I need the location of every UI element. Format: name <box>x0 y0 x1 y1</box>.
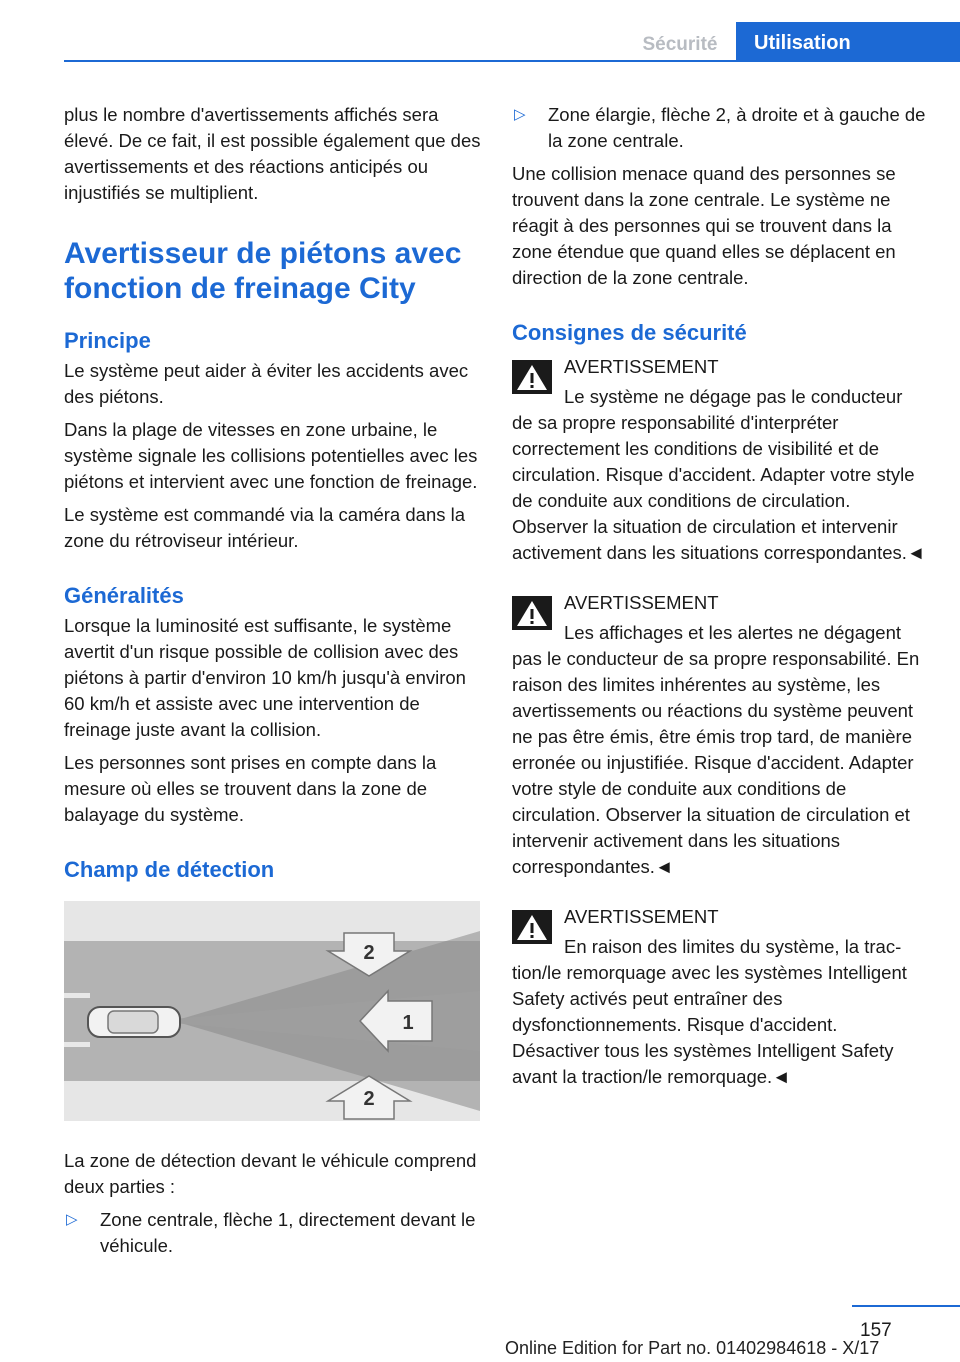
detection-zone-diagram <box>64 901 480 1121</box>
warning-text: tion/le remorquage avec les systèmes Intelligent Safety activés peut entraîner des dysfonctionnements. Risque d'accident. Désactiver tous les systèmes Intelligent Safety avant la traction/le remorquage.◄ <box>512 962 907 1087</box>
arrow-bottom-label: 2 <box>363 1088 375 1110</box>
tab-utilisation[interactable]: Utilisation <box>736 22 960 62</box>
edition-footer: Online Edition for Part no. 01402984618 - X/17 <box>505 1338 880 1358</box>
warning-block <box>512 590 928 880</box>
principe-paragraph-1: Le système peut aider à éviter les accidents avec des piétons. <box>64 360 469 407</box>
lane-mark-left <box>64 993 90 998</box>
warning-icon <box>512 596 552 630</box>
warning-block <box>512 904 928 1090</box>
warning-icon <box>512 910 552 944</box>
warning-heading: AVERTISSEMENT <box>564 592 719 613</box>
generalites-paragraph-2: Les personnes sont prises en compte dans la mesure où elles se trouvent dans la zone de balayage du système. <box>64 752 437 825</box>
bullet-text: Zone centrale, flèche 1, directement devant le véhicule. <box>100 1209 476 1256</box>
champ-heading: Champ de détection <box>64 857 275 882</box>
lane-mark-left-2 <box>64 1042 90 1047</box>
section-title: Avertisseur de piétons avec fonction de freinage City <box>64 237 462 305</box>
consignes-heading: Consignes de sécurité <box>512 320 747 345</box>
page-number: 157 <box>860 1320 892 1341</box>
warning-text: de sa propre responsabilité d'interpréter correctement les conditions de visibilité et de circulation. Risque d'accident. Adapter votre style de conduite aux conditions de circulation. Observer la situation de circulation et intervenir activement dans les situations correspondantes.◄ <box>512 412 926 563</box>
intro-paragraph: plus le nombre d'avertissements affichés sera élevé. De ce fait, il est possible également que des avertissements et des réactions anticipés ou injustifiés se multiplient. <box>64 104 481 203</box>
triangle-bullet-icon: ▷ <box>66 1211 78 1228</box>
champ-paragraph: La zone de détection devant le véhicule comprend deux parties : <box>64 1150 477 1197</box>
right-column <box>512 102 928 1114</box>
warning-first-line: En raison des limites du système, la trac- <box>564 936 902 957</box>
footer-rule <box>852 1305 960 1307</box>
warning-heading: AVERTISSEMENT <box>564 356 719 377</box>
warning-text: pas le conducteur de sa propre responsabilité. En raison des limites inhérentes au système, les avertissements ou réactions du système peuvent ne pas être émis, être émis trop tard, de manière erronée ou injustifiée. Risque d'accident. Adapter votre style de conduite aux conditions de circulation. Observer la situation de circulation et intervenir activement dans les situations correspondantes.◄ <box>512 648 920 877</box>
bullet-central-zone <box>64 1207 484 1259</box>
bullet-text: Zone élargie, flèche 2, à droite et à gauche de la zone centrale. <box>548 104 926 151</box>
generalites-paragraph-1: Lorsque la luminosité est suffisante, le système avertit d'un risque possible de collision avec des piétons à partir d'environ 10 km/h jusqu'à environ 60 km/h et assiste avec une intervention de freinage juste avant la collision. <box>64 615 466 740</box>
car-icon <box>88 1007 180 1037</box>
collision-paragraph: Une collision menace quand des personnes se trouvent dans la zone centrale. Le système ne réagit à des personnes qui se trouvent dans la zone étendue que quand elles se déplacent en direction de la zone centrale. <box>512 163 896 288</box>
arrow-top-label: 2 <box>363 942 375 964</box>
principe-heading: Principe <box>64 328 151 353</box>
warning-block <box>512 354 928 566</box>
warning-heading: AVERTISSEMENT <box>564 906 719 927</box>
generalites-heading: Généralités <box>64 583 184 608</box>
triangle-bullet-icon: ▷ <box>514 106 526 123</box>
tab-securite[interactable]: Sécurité <box>642 34 718 55</box>
warning-first-line: Les affichages et les alertes ne dégagent <box>564 622 902 643</box>
arrow-center-label: 1 <box>402 1012 414 1034</box>
bullet-extended-zone <box>512 102 928 154</box>
left-column <box>64 102 484 1266</box>
warning-first-line: Le système ne dégage pas le conducteur <box>564 386 903 407</box>
warning-icon <box>512 360 552 394</box>
principe-paragraph-3: Le système est commandé via la caméra dans la zone du rétroviseur intérieur. <box>64 504 466 551</box>
principe-paragraph-2: Dans la plage de vitesses en zone urbaine, le système signale les collisions potentielles avec les piétons et intervient avec une fonction de freinage. <box>64 419 478 492</box>
